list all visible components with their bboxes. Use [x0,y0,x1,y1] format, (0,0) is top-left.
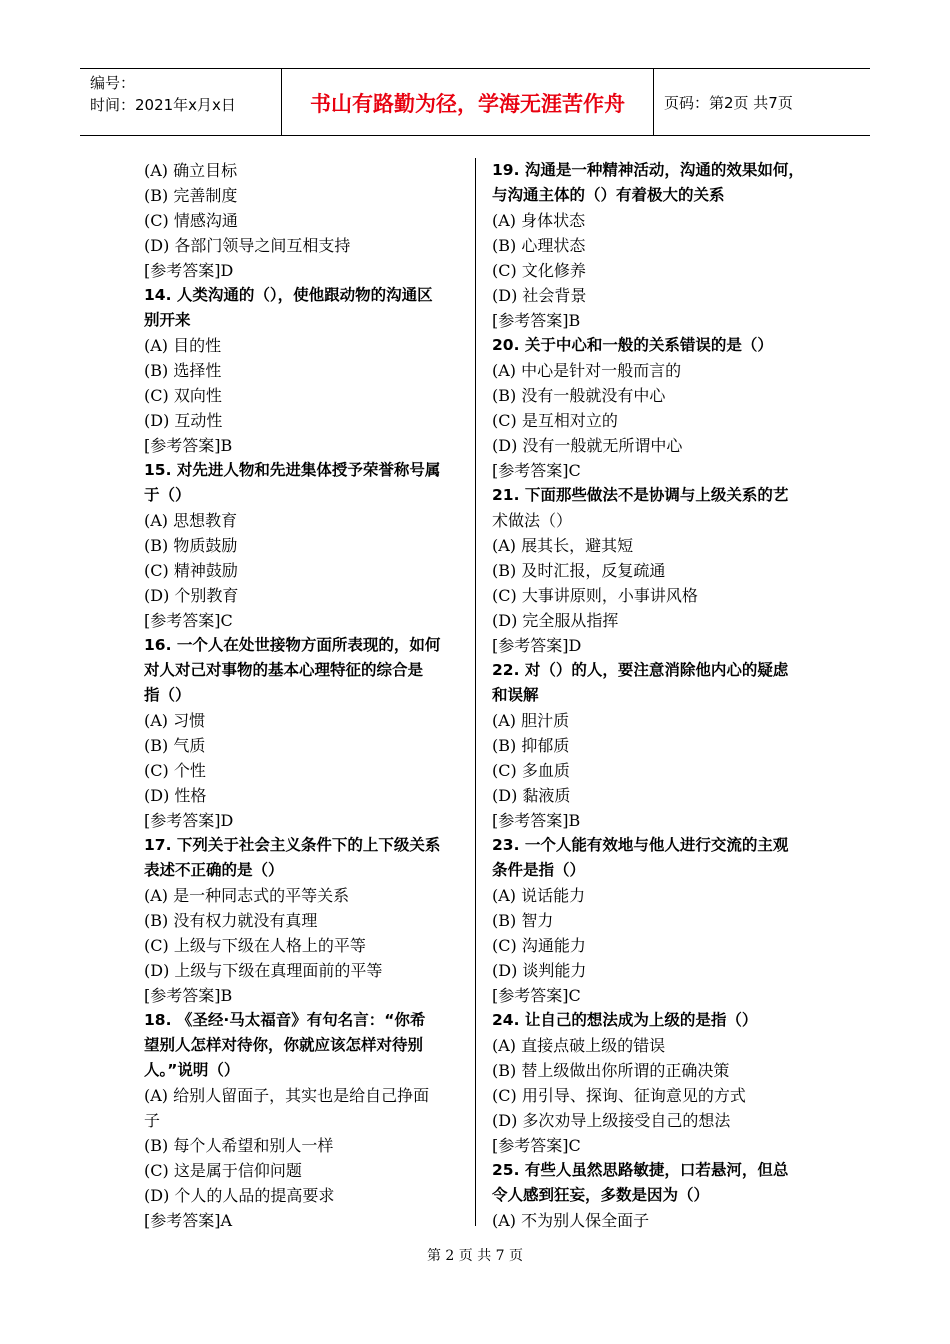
option-line: 术做法（） [492,511,573,530]
option-line: (C) 情感沟通 [144,211,238,230]
question-line: 15. 对先进人物和先进集体授予荣誉称号属 [144,461,441,479]
option-line: (D) 性格 [144,786,207,805]
option-line: (B) 及时汇报，反复疏通 [492,561,666,580]
answer-line: [参考答案]C [144,611,233,630]
option-line: (A) 给别人留面子，其实也是给自己挣面 [144,1086,430,1105]
option-line: (D) 没有一般就无所谓中心 [492,436,683,455]
option-line: (A) 胆汁质 [492,711,570,730]
question-line: 令人感到狂妄，多数是因为（） [492,1186,710,1204]
time-label: 时间：2021年x月x日 [90,96,236,114]
option-line: (A) 直接点破上级的错误 [492,1036,666,1055]
option-line: (B) 每个人希望和别人一样 [144,1136,334,1155]
option-line: (D) 社会背景 [492,286,587,305]
option-line: (B) 物质鼓励 [144,536,238,555]
answer-line: [参考答案]C [492,986,581,1005]
option-line: (D) 谈判能力 [492,961,587,980]
option-line: (B) 替上级做出你所谓的正确决策 [492,1061,730,1080]
page-header [80,68,870,136]
question-line: 条件是指（） [492,861,586,879]
option-line: (A) 说话能力 [492,886,586,905]
question-line: 19. 沟通是一种精神活动，沟通的效果如何， [492,161,804,179]
option-line: (B) 完善制度 [144,186,238,205]
option-line: (C) 多血质 [492,761,570,780]
option-line: (B) 抑郁质 [492,736,570,755]
option-line: (B) 心理状态 [492,236,586,255]
question-line: 望别人怎样对待你，你就应该怎样对待别 [144,1036,424,1054]
option-line: (D) 互动性 [144,411,223,430]
question-line: 指（） [144,686,191,704]
option-line: (B) 气质 [144,736,206,755]
answer-line: [参考答案]B [144,436,233,455]
option-line: (A) 习惯 [144,711,206,730]
option-line: (C) 上级与下级在人格上的平等 [144,936,366,955]
question-line: 23. 一个人能有效地与他人进行交流的主观 [492,836,789,854]
option-line: (B) 选择性 [144,361,222,380]
answer-line: [参考答案]B [492,311,581,330]
option-line: (D) 完全服从指挥 [492,611,619,630]
option-line: (A) 目的性 [144,336,222,355]
column-divider [475,158,476,1226]
question-line: 20. 关于中心和一般的关系错误的是（） [492,336,773,354]
option-line: (C) 大事讲原则，小事讲风格 [492,586,698,605]
left-column [144,158,462,1233]
answer-line: [参考答案]D [144,811,234,830]
option-line: (A) 是一种同志式的平等关系 [144,886,350,905]
option-line: (A) 思想教育 [144,511,238,530]
option-line: (B) 智力 [492,911,554,930]
option-line: (A) 不为别人保全面子 [492,1211,650,1230]
option-line: (C) 用引导、探询、征询意见的方式 [492,1086,746,1105]
question-line: 与沟通主体的（）有着极大的关系 [492,186,725,204]
option-line: (C) 文化修养 [492,261,586,280]
answer-line: [参考答案]C [492,1136,581,1155]
answer-line: [参考答案]B [144,986,233,1005]
option-line: (C) 精神鼓励 [144,561,238,580]
answer-line: [参考答案]A [144,1211,233,1230]
option-line: (C) 双向性 [144,386,222,405]
option-line: (D) 个人的人品的提高要求 [144,1186,335,1205]
number-label: 编号： [90,74,136,92]
question-line: 表述不正确的是（） [144,861,284,879]
question-line: 18. 《圣经·马太福音》有句名言：“你希 [144,1011,426,1029]
header-page-info: 页码：第2页 共7页 [664,94,793,112]
page-footer: 第 2 页 共 7 页 [426,1248,524,1264]
question-line: 17. 下列关于社会主义条件下的上下级关系 [144,836,441,854]
answer-line: [参考答案]B [492,811,581,830]
option-line: (C) 个性 [144,761,206,780]
question-line: 21. 下面那些做法不是协调与上级关系的艺 [492,486,789,504]
option-line: (A) 确立目标 [144,161,238,180]
question-line: 14. 人类沟通的（），使他跟动物的沟通区 [144,286,433,304]
question-line: 对人对己对事物的基本心理特征的综合是 [144,661,424,679]
option-line: 子 [144,1111,161,1130]
option-line: (B) 没有权力就没有真理 [144,911,318,930]
right-column [492,158,818,1233]
option-line: (B) 没有一般就没有中心 [492,386,666,405]
question-line: 16. 一个人在处世接物方面所表现的，如何 [144,636,441,654]
header-meta-cell [80,69,282,135]
question-line: 人。”说明（） [144,1061,240,1079]
option-line: (A) 中心是针对一般而言的 [492,361,682,380]
option-line: (D) 各部门领导之间互相支持 [144,236,351,255]
option-line: (D) 上级与下级在真理面前的平等 [144,961,383,980]
option-line: (D) 黏液质 [492,786,571,805]
option-line: (C) 是互相对立的 [492,411,618,430]
answer-line: [参考答案]D [492,636,582,655]
question-line: 于（） [144,486,191,504]
question-line: 24. 让自己的想法成为上级的是指（） [492,1011,758,1029]
question-line: 和误解 [492,686,539,704]
question-line: 别开来 [144,311,191,329]
option-line: (C) 这是属于信仰问题 [144,1161,302,1180]
option-line: (C) 沟通能力 [492,936,586,955]
option-line: (D) 多次劝导上级接受自己的想法 [492,1111,731,1130]
answer-line: [参考答案]D [144,261,234,280]
question-line: 22. 对（）的人，要注意消除他内心的疑虑 [492,661,789,679]
question-line: 25. 有些人虽然思路敏捷，口若悬河，但总 [492,1161,789,1179]
option-line: (D) 个别教育 [144,586,239,605]
header-motto: 书山有路勤为径，学海无涯苦作舟 [282,69,654,135]
option-line: (A) 身体状态 [492,211,586,230]
option-line: (A) 展其长，避其短 [492,536,634,555]
answer-line: [参考答案]C [492,461,581,480]
